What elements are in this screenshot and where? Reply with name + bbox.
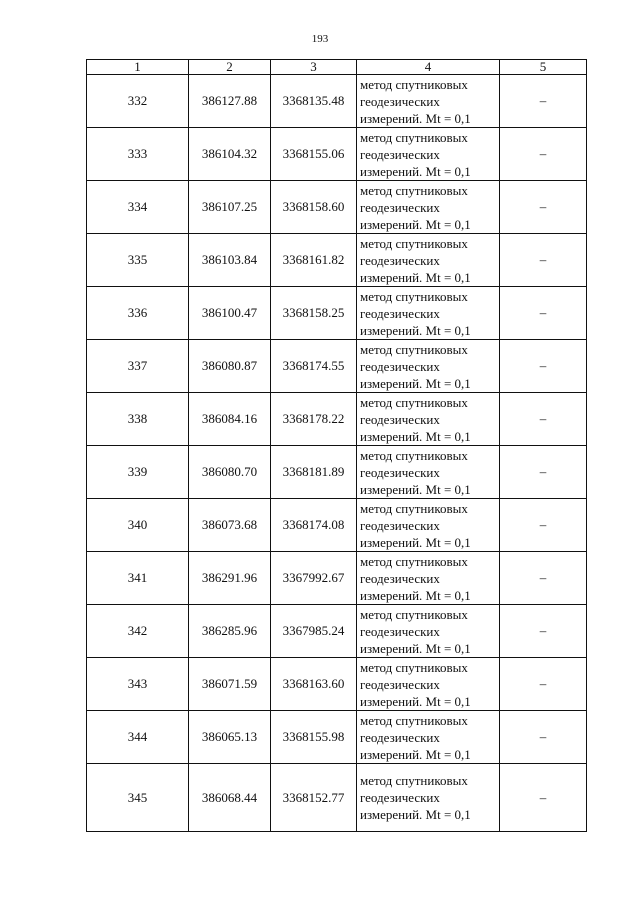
x-coordinate-cell: 386071.59	[189, 658, 271, 711]
method-line: измерений. Mt = 0,1	[360, 110, 471, 126]
x-coordinate-cell: 386068.44	[189, 764, 271, 832]
y-coordinate-cell: 3368158.25	[271, 287, 357, 340]
note-cell: –	[500, 340, 587, 393]
method-line: геодезических	[360, 464, 440, 480]
method-line: измерений. Mt = 0,1	[360, 481, 471, 497]
method-line: геодезических	[360, 199, 440, 215]
note-cell: –	[500, 711, 587, 764]
method-line: метод спутниковых	[360, 447, 468, 463]
y-coordinate-cell: 3368174.55	[271, 340, 357, 393]
column-header-1: 1	[87, 60, 189, 75]
method-cell	[357, 499, 500, 552]
note-cell: –	[500, 393, 587, 446]
method-line: измерений. Mt = 0,1	[360, 375, 471, 391]
y-coordinate-cell: 3368135.48	[271, 75, 357, 128]
point-number-cell: 340	[87, 499, 189, 552]
method-cell	[357, 711, 500, 764]
method-line: геодезических	[360, 93, 440, 109]
point-number-cell: 345	[87, 764, 189, 832]
note-cell: –	[500, 764, 587, 832]
table-row	[87, 764, 587, 832]
method-line: измерений. Mt = 0,1	[360, 428, 471, 444]
method-line: измерений. Mt = 0,1	[360, 216, 471, 232]
method-cell	[357, 658, 500, 711]
point-number-cell: 333	[87, 128, 189, 181]
table-row	[87, 499, 587, 552]
note-cell: –	[500, 181, 587, 234]
point-number-cell: 344	[87, 711, 189, 764]
method-line: метод спутниковых	[360, 553, 468, 569]
y-coordinate-cell: 3368158.60	[271, 181, 357, 234]
table-row	[87, 234, 587, 287]
method-line: геодезических	[360, 358, 440, 374]
method-line: измерений. Mt = 0,1	[360, 163, 471, 179]
method-line: геодезических	[360, 305, 440, 321]
method-line: геодезических	[360, 729, 440, 745]
column-header-5: 5	[500, 60, 587, 75]
y-coordinate-cell: 3368155.98	[271, 711, 357, 764]
table-row	[87, 393, 587, 446]
method-cell	[357, 764, 500, 832]
page-number: 193	[311, 33, 329, 45]
method-cell	[357, 234, 500, 287]
method-line: измерений. Mt = 0,1	[360, 746, 471, 762]
x-coordinate-cell: 386080.70	[189, 446, 271, 499]
table-row	[87, 552, 587, 605]
column-header-3: 3	[271, 60, 357, 75]
table-header-row	[87, 60, 587, 75]
method-line: метод спутниковых	[360, 606, 468, 622]
point-number-cell: 339	[87, 446, 189, 499]
x-coordinate-cell: 386073.68	[189, 499, 271, 552]
table-row	[87, 446, 587, 499]
x-coordinate-cell: 386065.13	[189, 711, 271, 764]
method-line: измерений. Mt = 0,1	[360, 807, 471, 822]
method-line: метод спутниковых	[360, 394, 468, 410]
y-coordinate-cell: 3368152.77	[271, 764, 357, 832]
note-cell: –	[500, 605, 587, 658]
y-coordinate-cell: 3368161.82	[271, 234, 357, 287]
point-number-cell: 337	[87, 340, 189, 393]
method-cell	[357, 287, 500, 340]
method-line: геодезических	[360, 146, 440, 162]
point-number-cell: 335	[87, 234, 189, 287]
method-cell	[357, 605, 500, 658]
note-cell: –	[500, 658, 587, 711]
table-row	[87, 287, 587, 340]
table-row	[87, 658, 587, 711]
x-coordinate-cell: 386127.88	[189, 75, 271, 128]
method-line: измерений. Mt = 0,1	[360, 269, 471, 285]
note-cell: –	[500, 552, 587, 605]
table-row	[87, 340, 587, 393]
note-cell: –	[500, 287, 587, 340]
table-row	[87, 605, 587, 658]
y-coordinate-cell: 3368174.08	[271, 499, 357, 552]
x-coordinate-cell: 386291.96	[189, 552, 271, 605]
method-line: измерений. Mt = 0,1	[360, 534, 471, 550]
method-line: измерений. Mt = 0,1	[360, 640, 471, 656]
x-coordinate-cell: 386084.16	[189, 393, 271, 446]
point-number-cell: 338	[87, 393, 189, 446]
method-line: геодезических	[360, 623, 440, 639]
method-line: геодезических	[360, 790, 440, 805]
method-line: метод спутниковых	[360, 500, 468, 516]
note-cell: –	[500, 234, 587, 287]
method-line: метод спутниковых	[360, 235, 468, 251]
method-cell	[357, 75, 500, 128]
note-cell: –	[500, 128, 587, 181]
method-line: геодезических	[360, 517, 440, 533]
note-cell: –	[500, 446, 587, 499]
point-number-cell: 341	[87, 552, 189, 605]
method-cell	[357, 552, 500, 605]
note-cell: –	[500, 499, 587, 552]
y-coordinate-cell: 3367992.67	[271, 552, 357, 605]
y-coordinate-cell: 3368181.89	[271, 446, 357, 499]
method-line: метод спутниковых	[360, 341, 468, 357]
point-number-cell: 332	[87, 75, 189, 128]
column-header-2: 2	[189, 60, 271, 75]
x-coordinate-cell: 386104.32	[189, 128, 271, 181]
method-line: метод спутниковых	[360, 76, 468, 92]
method-line: метод спутниковых	[360, 773, 468, 788]
x-coordinate-cell: 386103.84	[189, 234, 271, 287]
method-line: метод спутниковых	[360, 288, 468, 304]
point-number-cell: 334	[87, 181, 189, 234]
method-line: метод спутниковых	[360, 129, 468, 145]
column-header-4: 4	[357, 60, 500, 75]
y-coordinate-cell: 3368155.06	[271, 128, 357, 181]
method-cell	[357, 181, 500, 234]
y-coordinate-cell: 3367985.24	[271, 605, 357, 658]
y-coordinate-cell: 3368178.22	[271, 393, 357, 446]
y-coordinate-cell: 3368163.60	[271, 658, 357, 711]
method-cell	[357, 340, 500, 393]
point-number-cell: 342	[87, 605, 189, 658]
table-body	[87, 75, 587, 832]
table-row	[87, 128, 587, 181]
method-line: геодезических	[360, 676, 440, 692]
method-line: геодезических	[360, 570, 440, 586]
table-row	[87, 711, 587, 764]
method-line: измерений. Mt = 0,1	[360, 587, 471, 603]
method-cell	[357, 446, 500, 499]
x-coordinate-cell: 386100.47	[189, 287, 271, 340]
method-line: геодезических	[360, 411, 440, 427]
point-number-cell: 343	[87, 658, 189, 711]
table-row	[87, 75, 587, 128]
method-line: метод спутниковых	[360, 659, 468, 675]
x-coordinate-cell: 386107.25	[189, 181, 271, 234]
method-cell	[357, 128, 500, 181]
method-line: измерений. Mt = 0,1	[360, 693, 471, 709]
point-number-cell: 336	[87, 287, 189, 340]
method-line: метод спутниковых	[360, 712, 468, 728]
method-line: метод спутниковых	[360, 182, 468, 198]
coordinates-table	[86, 59, 587, 832]
x-coordinate-cell: 386285.96	[189, 605, 271, 658]
x-coordinate-cell: 386080.87	[189, 340, 271, 393]
note-cell: –	[500, 75, 587, 128]
method-line: геодезических	[360, 252, 440, 268]
method-line: измерений. Mt = 0,1	[360, 322, 471, 338]
method-cell	[357, 393, 500, 446]
table-row	[87, 181, 587, 234]
